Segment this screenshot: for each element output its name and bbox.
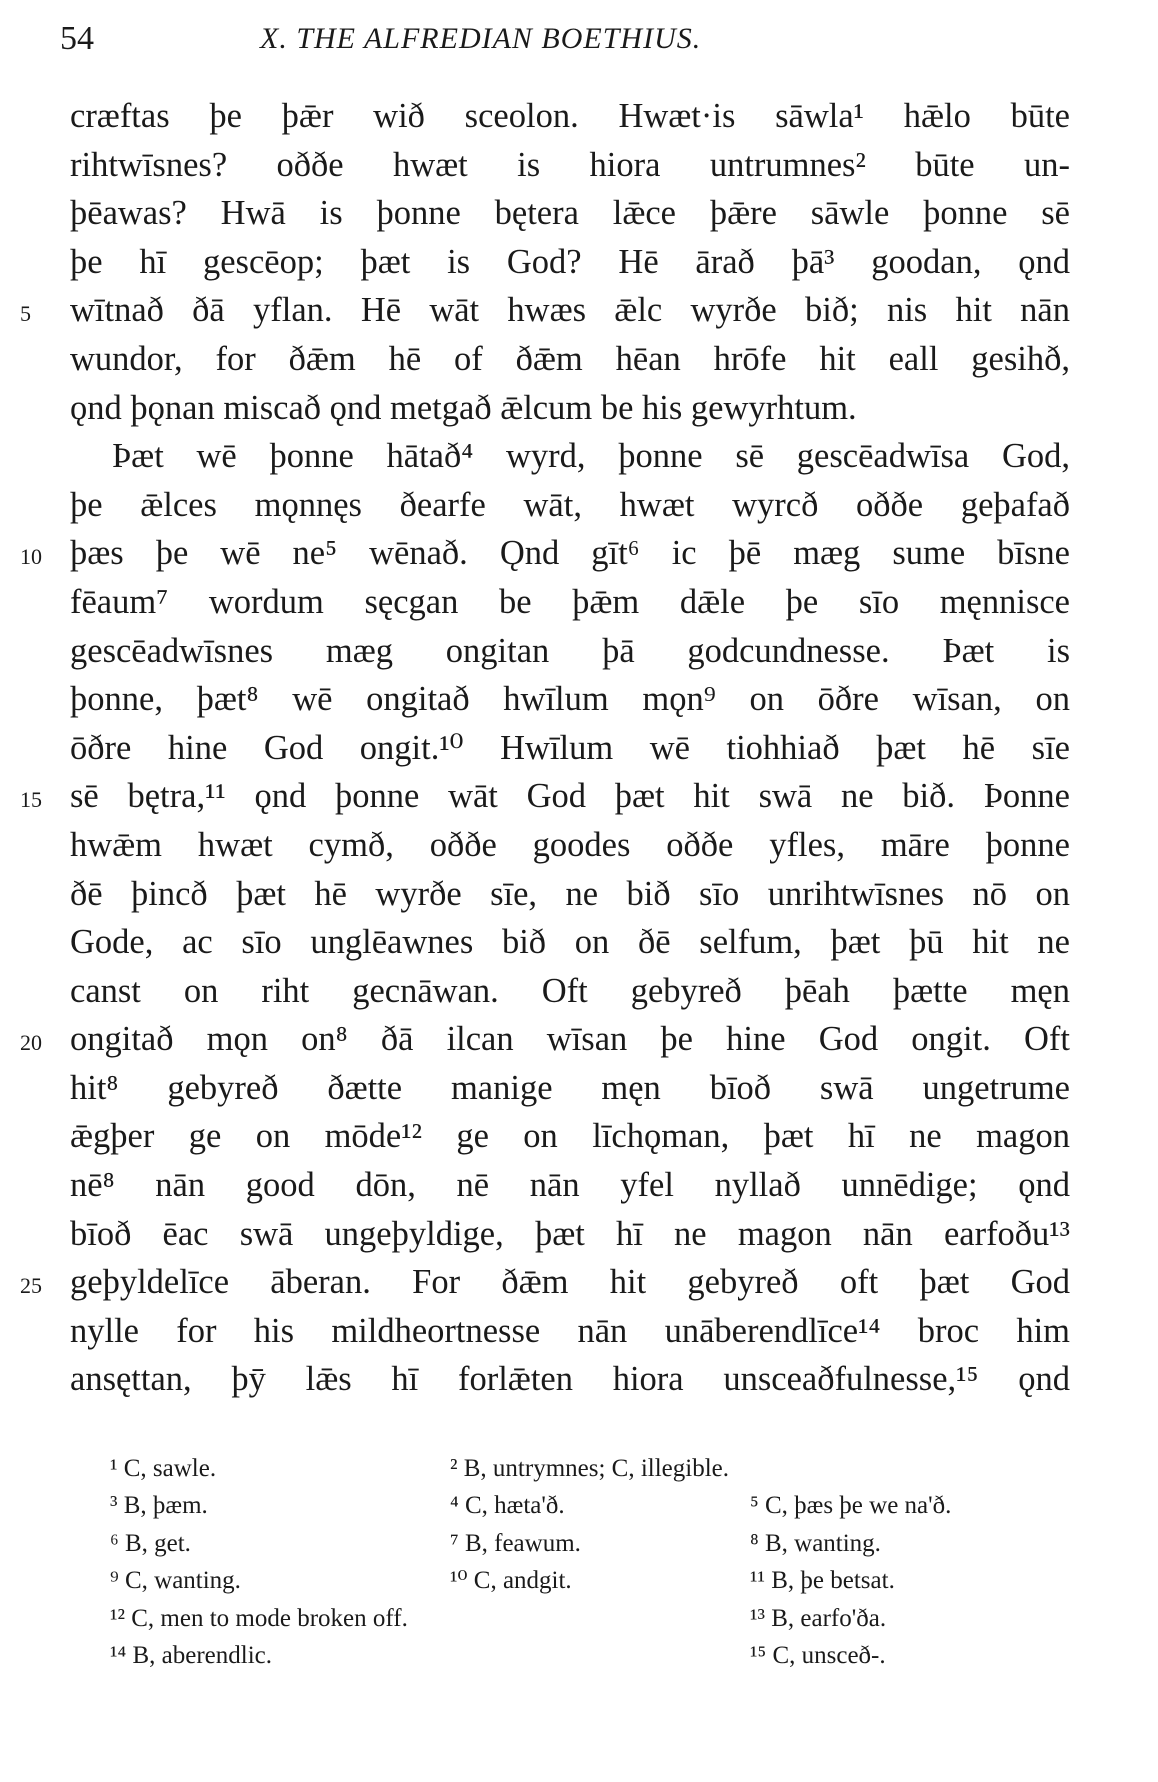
line-text: cræftas þe þǣr wið sceolon. Hwæt·is sāwla¹ hǣlo būte — [70, 97, 1070, 135]
line-number: 25 — [20, 1273, 42, 1299]
text-line — [70, 1112, 1070, 1161]
text-line — [20, 286, 1070, 335]
running-title: X. THE ALFREDIAN BOETHIUS. — [260, 22, 702, 55]
line-text: wundor, for ðǣm hē of ðǣm hēan hrōfe hit eall gesihð, — [70, 339, 1070, 378]
footnote: ¹ C, sawle. — [110, 1455, 217, 1482]
text-line — [20, 529, 1070, 578]
line-number: 20 — [20, 1030, 42, 1056]
line-text: hit⁸ gebyreð ðætte manige męn bīoð swā ungetrume — [70, 1068, 1070, 1107]
line-text: þe hī gescēop; þæt is God? Hē ārað þā³ goodan, ǫnd — [70, 242, 1070, 281]
line-text: nē⁸ nān good dōn, nē nān yfel nyllað unnēdige; ǫnd — [70, 1166, 1070, 1205]
text-line — [70, 724, 1070, 773]
line-text: Þæt wē þonne hātað⁴ wyrd, þonne sē gescēadwīsa God, — [112, 437, 1070, 476]
text-line — [70, 432, 1070, 481]
text-line — [70, 335, 1070, 384]
line-text: geþyldelīce āberan. For ðǣm hit gebyreð oft þæt God — [70, 1263, 1070, 1302]
footnote-row — [110, 1637, 1010, 1674]
text-line — [70, 1161, 1070, 1210]
line-text: þēawas? Hwā is þonne bętera lǣce þǣre sāwle þonne sē — [70, 194, 1070, 233]
line-text: sē bętra,¹¹ ǫnd þonne wāt God þæt hit swā ne bið. Þonne — [70, 777, 1070, 816]
line-text: ōðre hine God ongit.¹⁰ Hwīlum wē tiohhiað þæt hē sīe — [70, 728, 1070, 767]
footnote: ¹⁴ B, aberendlic. — [110, 1641, 272, 1669]
line-text: þonne, þæt⁸ wē ongitað hwīlum mǫn⁹ on ōðre wīsan, on — [70, 680, 1070, 719]
line-text: ðē þincð þæt hē wyrðe sīe, ne bið sīo unrihtwīsnes nō on — [70, 874, 1070, 913]
line-text: fēaum⁷ wordum sęcgan be þǣm dǣle þe sīo męnnisce — [70, 582, 1070, 621]
line-text: bīoð ēac swā ungeþyldige, þæt hī ne magon nān earfoðu¹³ — [70, 1214, 1070, 1253]
text-line — [70, 1210, 1070, 1259]
footnote: ¹⁵ C, unsceð-. — [750, 1641, 886, 1669]
text-line — [20, 1015, 1070, 1064]
line-text: ǫnd þǫnan miscað ǫnd metgað ǣlcum be his gewyrhtum. — [70, 388, 857, 427]
line-text: þe ǣlces mǫnnęs ðearfe wāt, hwæt wyrcð oððe geþafað — [70, 485, 1070, 524]
line-number: 15 — [20, 787, 42, 813]
text-line — [70, 481, 1070, 530]
footnote: ⁵ C, þæs þe we na'ð. — [750, 1492, 952, 1520]
footnote: ⁹ C, wanting. — [110, 1567, 241, 1595]
line-text: wītnað ðā yflan. Hē wāt hwæs ǣlc wyrðe bið; nis hit nān — [70, 291, 1070, 330]
footnote: ³ B, þæm. — [110, 1492, 208, 1520]
footnote: ¹² C, men to mode broken off. — [110, 1604, 408, 1632]
text-line — [70, 189, 1070, 238]
line-text: rihtwīsnes? oððe hwæt is hiora untrumnes² būte un- — [70, 145, 1070, 184]
text-line — [70, 821, 1070, 870]
footnote: ⁶ B, get. — [110, 1529, 191, 1557]
text-line — [70, 918, 1070, 967]
page-number: 54 — [60, 20, 94, 57]
footnote-row — [110, 1487, 1010, 1524]
line-text: ǣgþer ge on mōde¹² ge on līchǫman, þæt hī ne magon — [70, 1117, 1070, 1156]
text-line — [70, 1064, 1070, 1113]
line-text: ongitað mǫn on⁸ ðā ilcan wīsan þe hine God ongit. Oft — [70, 1020, 1070, 1059]
text-line — [70, 675, 1070, 724]
text-line — [20, 772, 1070, 821]
line-number: 10 — [20, 544, 42, 570]
line-text: canst on riht gecnāwan. Oft gebyreð þēah þætte męn — [70, 971, 1070, 1010]
footnote-row — [110, 1600, 1010, 1637]
footnote: ⁷ B, feawum. — [450, 1529, 581, 1557]
text-line — [70, 238, 1070, 287]
line-text: ansęttan, þȳ lǣs hī forlǣten hiora unsceaðfulnesse,¹⁵ ǫnd — [70, 1360, 1070, 1399]
line-text: þæs þe wē ne⁵ wēnað. Ǫnd gīt⁶ ic þē mæg sume bīsne — [70, 534, 1070, 573]
line-text: nylle for his mildheortnesse nān unāberendlīce¹⁴ broc him — [70, 1311, 1070, 1350]
text-line — [70, 578, 1070, 627]
text-line — [70, 384, 1070, 433]
running-head — [60, 16, 1070, 66]
footnote: ¹³ B, earfo'ða. — [750, 1604, 887, 1632]
footnote-row — [110, 1525, 1010, 1562]
footnote: ² B, untrymnes; C, illegible. — [450, 1455, 730, 1482]
footnote-row — [110, 1450, 1010, 1487]
text-line — [70, 141, 1070, 190]
body-text — [20, 92, 1070, 1404]
line-text: gescēadwīsnes mæg ongitan þā godcundnesse. Þæt is — [70, 631, 1070, 670]
line-text: hwǣm hwæt cymð, oððe goodes oððe yfles, māre þonne — [70, 825, 1070, 864]
footnotes — [110, 1450, 1010, 1674]
text-line — [70, 967, 1070, 1016]
footnote: ¹⁰ C, andgit. — [450, 1567, 572, 1595]
text-line — [70, 1307, 1070, 1356]
line-number: 5 — [20, 301, 31, 327]
footnote: ⁸ B, wanting. — [750, 1529, 881, 1557]
text-line — [70, 627, 1070, 676]
footnote: ⁴ C, hæta'ð. — [450, 1492, 565, 1520]
text-line — [70, 1355, 1070, 1404]
text-line — [70, 870, 1070, 919]
footnote: ¹¹ B, þe betsat. — [750, 1567, 895, 1595]
footnote-row — [110, 1562, 1010, 1599]
text-line — [20, 1258, 1070, 1307]
line-text: Gode, ac sīo unglēawnes bið on ðē selfum, þæt þū hit ne — [70, 923, 1070, 962]
text-line — [70, 92, 1070, 141]
